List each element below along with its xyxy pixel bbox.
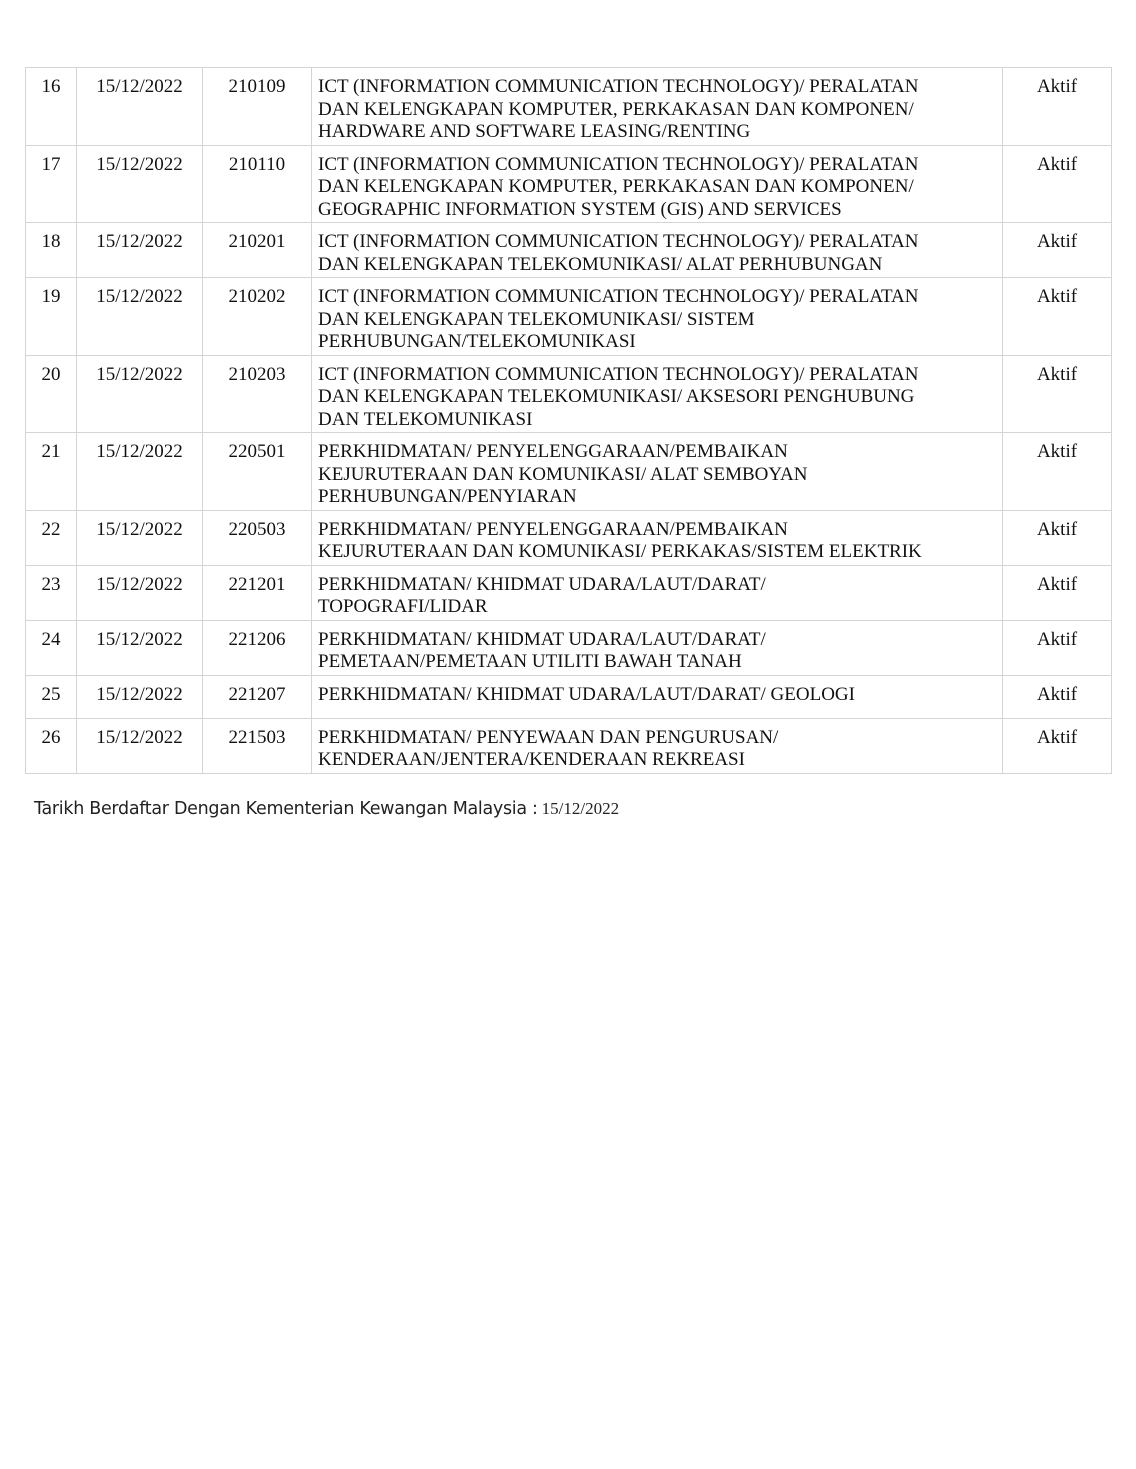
- row-number: 19: [26, 278, 77, 356]
- row-status: Aktif: [1003, 718, 1112, 773]
- description-line: PERKHIDMATAN/ KHIDMAT UDARA/LAUT/DARAT/: [318, 573, 766, 595]
- description-line: ICT (INFORMATION COMMUNICATION TECHNOLOGY)/ PERALATAN: [318, 363, 919, 385]
- row-number: 16: [26, 68, 77, 146]
- description-line: ICT (INFORMATION COMMUNICATION TECHNOLOGY)/ PERALATAN: [318, 76, 919, 97]
- row-code: 210110: [203, 145, 312, 223]
- row-date: 15/12/2022: [77, 278, 203, 356]
- table-row: [26, 675, 1112, 718]
- table-row: [26, 68, 1112, 146]
- table-row: [26, 565, 1112, 620]
- registration-date-footer: [34, 799, 619, 819]
- row-code: 220503: [203, 510, 312, 565]
- registration-date-value: 15/12/2022: [541, 799, 620, 818]
- row-code: 220501: [203, 433, 312, 511]
- description-line: PERKHIDMATAN/ PENYELENGGARAAN/PEMBAIKAN: [318, 518, 788, 540]
- row-description: [312, 68, 1003, 146]
- description-line: ICT (INFORMATION COMMUNICATION TECHNOLOGY)/ PERALATAN: [318, 153, 919, 175]
- row-code: 221503: [203, 718, 312, 773]
- row-date: 15/12/2022: [77, 433, 203, 511]
- description-line: PERHUBUNGAN/PENYIARAN: [318, 486, 577, 507]
- row-number: 20: [26, 355, 77, 433]
- row-date: 15/12/2022: [77, 145, 203, 223]
- row-date: 15/12/2022: [77, 675, 203, 718]
- row-status: Aktif: [1003, 433, 1112, 511]
- description-line: PERKHIDMATAN/ KHIDMAT UDARA/LAUT/DARAT/ GEOLOGI: [318, 683, 855, 705]
- row-code: 221206: [203, 620, 312, 675]
- row-number: 26: [26, 718, 77, 773]
- row-date: 15/12/2022: [77, 223, 203, 278]
- row-number: 18: [26, 223, 77, 278]
- table-row: [26, 433, 1112, 511]
- row-description: [312, 510, 1003, 565]
- row-code: 221201: [203, 565, 312, 620]
- registration-codes-table: [25, 67, 1112, 774]
- row-date: 15/12/2022: [77, 718, 203, 773]
- description-line: DAN KELENGKAPAN KOMPUTER, PERKAKASAN DAN KOMPONEN/: [318, 176, 914, 197]
- row-description: [312, 675, 1003, 718]
- row-code: 210203: [203, 355, 312, 433]
- table-body: [26, 68, 1112, 774]
- row-date: 15/12/2022: [77, 68, 203, 146]
- description-line: KEJURUTERAAN DAN KOMUNIKASI/ ALAT SEMBOYAN: [318, 463, 808, 485]
- table-row: [26, 145, 1112, 223]
- row-date: 15/12/2022: [77, 355, 203, 433]
- row-code: 221207: [203, 675, 312, 718]
- table-row: [26, 718, 1112, 773]
- description-line: GEOGRAPHIC INFORMATION SYSTEM (GIS) AND SERVICES: [318, 198, 842, 220]
- table-row: [26, 510, 1112, 565]
- description-line: KEJURUTERAAN DAN KOMUNIKASI/ PERKAKAS/SISTEM ELEKTRIK: [318, 541, 922, 562]
- row-description: [312, 620, 1003, 675]
- description-line: DAN KELENGKAPAN TELEKOMUNIKASI/ ALAT PERHUBUNGAN: [318, 253, 883, 275]
- row-status: Aktif: [1003, 510, 1112, 565]
- description-line: PERKHIDMATAN/ PENYEWAAN DAN PENGURUSAN/: [318, 726, 779, 748]
- row-number: 21: [26, 433, 77, 511]
- table-row: [26, 620, 1112, 675]
- row-description: [312, 278, 1003, 356]
- table-row: [26, 223, 1112, 278]
- row-status: Aktif: [1003, 278, 1112, 356]
- description-line: PERKHIDMATAN/ PENYELENGGARAAN/PEMBAIKAN: [318, 441, 788, 462]
- description-line: HARDWARE AND SOFTWARE LEASING/RENTING: [318, 121, 751, 142]
- table-row: [26, 278, 1112, 356]
- row-date: 15/12/2022: [77, 565, 203, 620]
- row-number: 24: [26, 620, 77, 675]
- row-description: [312, 355, 1003, 433]
- description-line: ICT (INFORMATION COMMUNICATION TECHNOLOGY)/ PERALATAN: [318, 231, 919, 252]
- row-number: 17: [26, 145, 77, 223]
- description-line: PERKHIDMATAN/ KHIDMAT UDARA/LAUT/DARAT/: [318, 628, 766, 650]
- row-description: [312, 223, 1003, 278]
- description-line: DAN KELENGKAPAN TELEKOMUNIKASI/ AKSESORI PENGHUBUNG: [318, 386, 915, 407]
- table-row: [26, 355, 1112, 433]
- row-description: [312, 718, 1003, 773]
- row-number: 25: [26, 675, 77, 718]
- description-line: DAN KELENGKAPAN TELEKOMUNIKASI/ SISTEM: [318, 308, 755, 330]
- row-number: 22: [26, 510, 77, 565]
- row-status: Aktif: [1003, 565, 1112, 620]
- row-status: Aktif: [1003, 68, 1112, 146]
- row-code: 210201: [203, 223, 312, 278]
- description-line: DAN TELEKOMUNIKASI: [318, 408, 533, 430]
- registration-date-label: Tarikh Berdaftar Dengan Kementerian Kewangan Malaysia :: [34, 799, 538, 819]
- row-date: 15/12/2022: [77, 510, 203, 565]
- description-line: PEMETAAN/PEMETAAN UTILITI BAWAH TANAH: [318, 651, 742, 672]
- row-status: Aktif: [1003, 355, 1112, 433]
- row-code: 210109: [203, 68, 312, 146]
- description-line: PERHUBUNGAN/TELEKOMUNIKASI: [318, 331, 636, 352]
- row-status: Aktif: [1003, 675, 1112, 718]
- row-description: [312, 433, 1003, 511]
- row-description: [312, 565, 1003, 620]
- description-line: DAN KELENGKAPAN KOMPUTER, PERKAKASAN DAN KOMPONEN/: [318, 98, 914, 120]
- row-date: 15/12/2022: [77, 620, 203, 675]
- row-status: Aktif: [1003, 620, 1112, 675]
- row-status: Aktif: [1003, 145, 1112, 223]
- row-description: [312, 145, 1003, 223]
- description-line: KENDERAAN/JENTERA/KENDERAAN REKREASI: [318, 749, 745, 770]
- row-code: 210202: [203, 278, 312, 356]
- row-status: Aktif: [1003, 223, 1112, 278]
- description-line: ICT (INFORMATION COMMUNICATION TECHNOLOGY)/ PERALATAN: [318, 286, 919, 307]
- row-number: 23: [26, 565, 77, 620]
- description-line: TOPOGRAFI/LIDAR: [318, 596, 488, 617]
